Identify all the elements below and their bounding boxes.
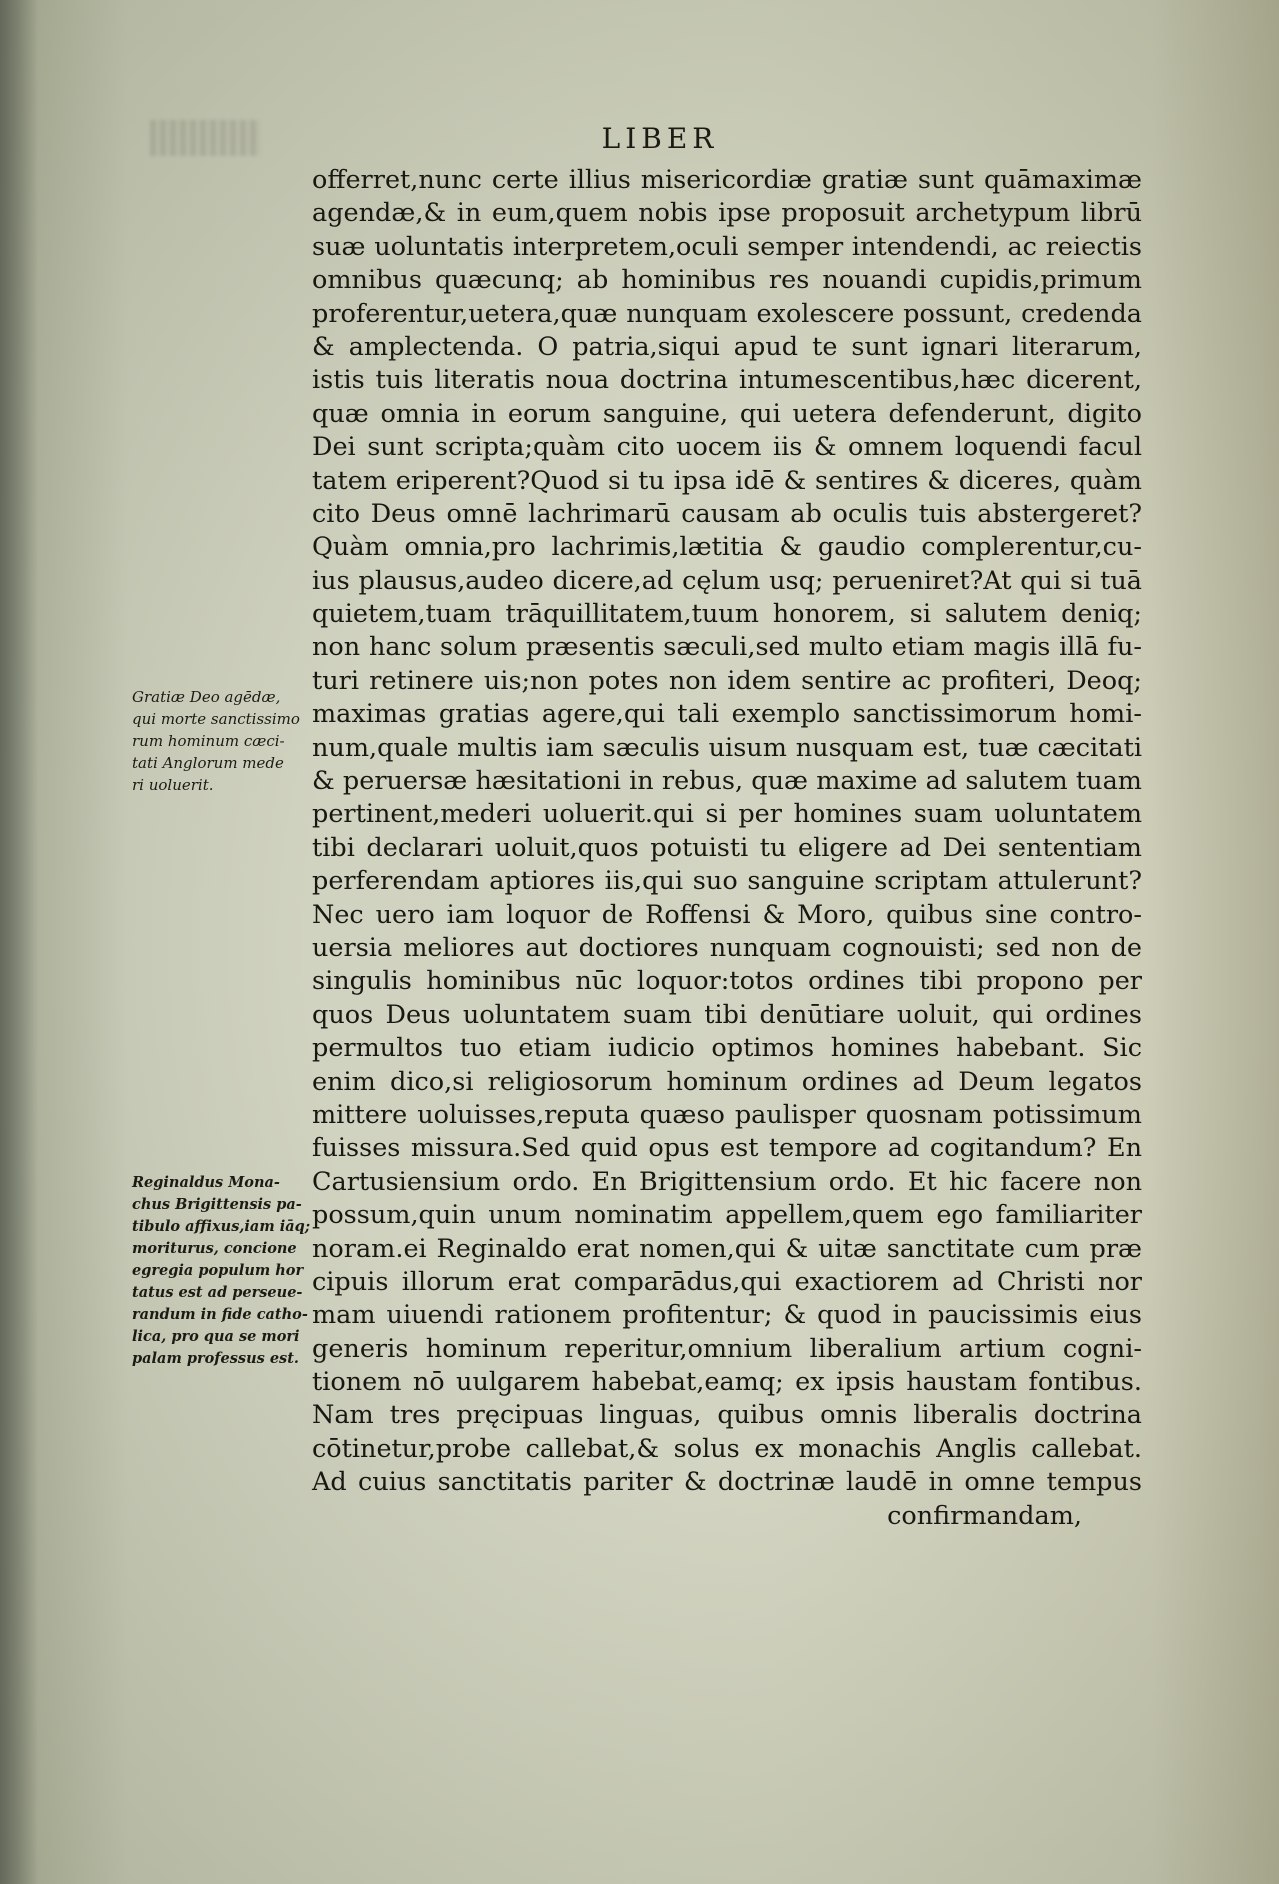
margin-note-line: palam professus est. — [132, 1350, 299, 1367]
margin-note-line: tatus est ad perseue- — [132, 1284, 303, 1301]
margin-note-line: chus Brigittensis pa- — [132, 1196, 302, 1213]
text-line: Ad cuius sanctitatis pariter & doctrinæ laudē in omne tempus — [312, 1467, 1142, 1498]
text-line: tionem nō uulgarem habebat,eamq; ex ipsis haustam fontibus. — [312, 1367, 1142, 1398]
text-line: offerret,nunc certe illius misericordiæ gratiæ sunt quāmaximæ — [312, 165, 1142, 195]
margin-note-line: tati Anglorum mede — [132, 754, 284, 772]
text-line: & peruersæ hæsitationi in rebus, quæ maxime ad salutem tuam — [312, 766, 1142, 797]
text-line: pertinent,mederi uoluerit.qui si per homines suam uoluntatem — [312, 799, 1142, 830]
margin-note-line: qui morte sanctissimo — [132, 710, 300, 728]
margin-note-line: rum hominum cæci- — [132, 732, 285, 750]
text-line: Cartusiensium ordo. En Brigittensium ordo. Et hic facere non — [312, 1166, 1142, 1197]
gutter-shadow — [0, 0, 38, 1884]
margin-note-reginaldus — [132, 1172, 311, 1370]
text-line: agendæ,& in eum,quem nobis ipse proposuit archetypum librū — [312, 198, 1142, 229]
text-line: cōtinetur,probe callebat,& solus ex monachis Anglis callebat. — [312, 1433, 1142, 1464]
text-line: perferendam aptiores iis,qui suo sanguine scriptam attulerunt? — [312, 866, 1142, 897]
text-line: permultos tuo etiam iudicio optimos homines habebant. Sic — [312, 1033, 1142, 1064]
text-line: non hanc solum præsentis sæculi,sed multo etiam magis illā fu- — [312, 632, 1142, 663]
text-line: proferentur,uetera,quæ nunquam exolescere possunt, credenda — [312, 298, 1142, 329]
margin-note-gratiae — [132, 686, 300, 796]
margin-note-line: tibulo affixus,iam iāq; — [132, 1218, 311, 1235]
text-line: istis tuis literatis noua doctrina intumescentibus,hæc dicerent, — [312, 365, 1142, 396]
text-line: suæ uoluntatis interpretem,oculi semper intendendi, ac reiectis — [312, 231, 1142, 262]
text-line: omnibus quæcunq; ab hominibus res nouandi cupidis,primum — [312, 265, 1142, 296]
text-line: turi retinere uis;non potes non idem sentire ac profiteri, Deoq; — [312, 665, 1142, 696]
text-line: num,quale multis iam sæculis uisum nusquam est, tuæ cæcitati — [312, 732, 1142, 763]
text-line: singulis hominibus nūc loquor:totos ordines tibi propono per — [312, 966, 1142, 997]
text-line: Quàm omnia,pro lachrimis,lætitia & gaudio complerentur,cu- — [312, 532, 1142, 563]
text-line: mittere uoluisses,reputa quæso paulisper quosnam potissimum — [312, 1099, 1142, 1130]
text-line: tibi declarari uoluit,quos potuisti tu eligere ad Dei sententiam — [312, 832, 1142, 863]
margin-note-line: lica, pro qua se mori — [132, 1328, 300, 1345]
text-line: enim dico,si religiosorum hominum ordines ad Deum legatos — [312, 1066, 1142, 1097]
text-line: fuisses missura.Sed quid opus est tempore ad cogitandum? En — [312, 1133, 1142, 1164]
margin-note-line: randum in fide catho- — [132, 1306, 308, 1323]
margin-note-line: Reginaldus Mona- — [132, 1174, 280, 1191]
text-line: & amplectenda. O patria,siqui apud te sunt ignari literarum, — [312, 331, 1142, 362]
margin-note-line: egregia populum hor — [132, 1262, 304, 1279]
text-line: Dei sunt scripta;quàm cito uocem iis & omnem loquendi facul — [312, 432, 1142, 463]
text-line: mam uiuendi rationem profitentur; & quod in paucissimis eius — [312, 1300, 1142, 1331]
text-line: quos Deus uoluntatem suam tibi denūtiare uoluit, qui ordines — [312, 999, 1142, 1030]
text-line: noram.ei Reginaldo erat nomen,qui & uitæ sanctitate cum præ — [312, 1233, 1142, 1264]
margin-note-line: Gratiæ Deo agēdæ, — [132, 688, 281, 706]
text-line: uersia meliores aut doctiores nunquam cognouisti; sed non de — [312, 932, 1142, 963]
margin-note-line: ri uoluerit. — [132, 776, 214, 794]
text-line: possum,quin unum nominatim appellem,quem ego familiariter — [312, 1200, 1142, 1231]
text-line: ius plausus,audeo dicere,ad cęlum usq; perueniret?At qui si tuā — [312, 565, 1142, 596]
text-line: quietem,tuam trāquillitatem,tuum honorem, si salutem deniq; — [312, 599, 1142, 630]
main-text-block — [312, 164, 1142, 1533]
text-line: cito Deus omnē lachrimarū causam ab oculis tuis abstergeret? — [312, 498, 1142, 529]
text-line: generis hominum reperitur,omnium liberalium artium cogni- — [312, 1333, 1142, 1364]
text-line: quæ omnia in eorum sanguine, qui uetera defenderunt, digito — [312, 398, 1142, 429]
show-through-blur — [150, 120, 260, 156]
text-line: tatem eriperent?Quod si tu ipsa idē & sentires & diceres, quàm — [312, 465, 1142, 496]
text-line: cipuis illorum erat comparādus,qui exactiorem ad Christi nor — [312, 1266, 1142, 1297]
text-line: confirmandam, — [887, 1500, 1082, 1531]
text-line: maximas gratias agere,qui tali exemplo sanctissimorum homi- — [312, 699, 1142, 730]
text-line: Nec uero iam loquor de Roffensi & Moro, quibus sine contro- — [312, 899, 1142, 930]
margin-note-line: moriturus, concione — [132, 1240, 297, 1257]
running-head: LIBER — [601, 122, 719, 155]
text-line: Nam tres pręcipuas linguas, quibus omnis liberalis doctrina — [312, 1400, 1142, 1431]
